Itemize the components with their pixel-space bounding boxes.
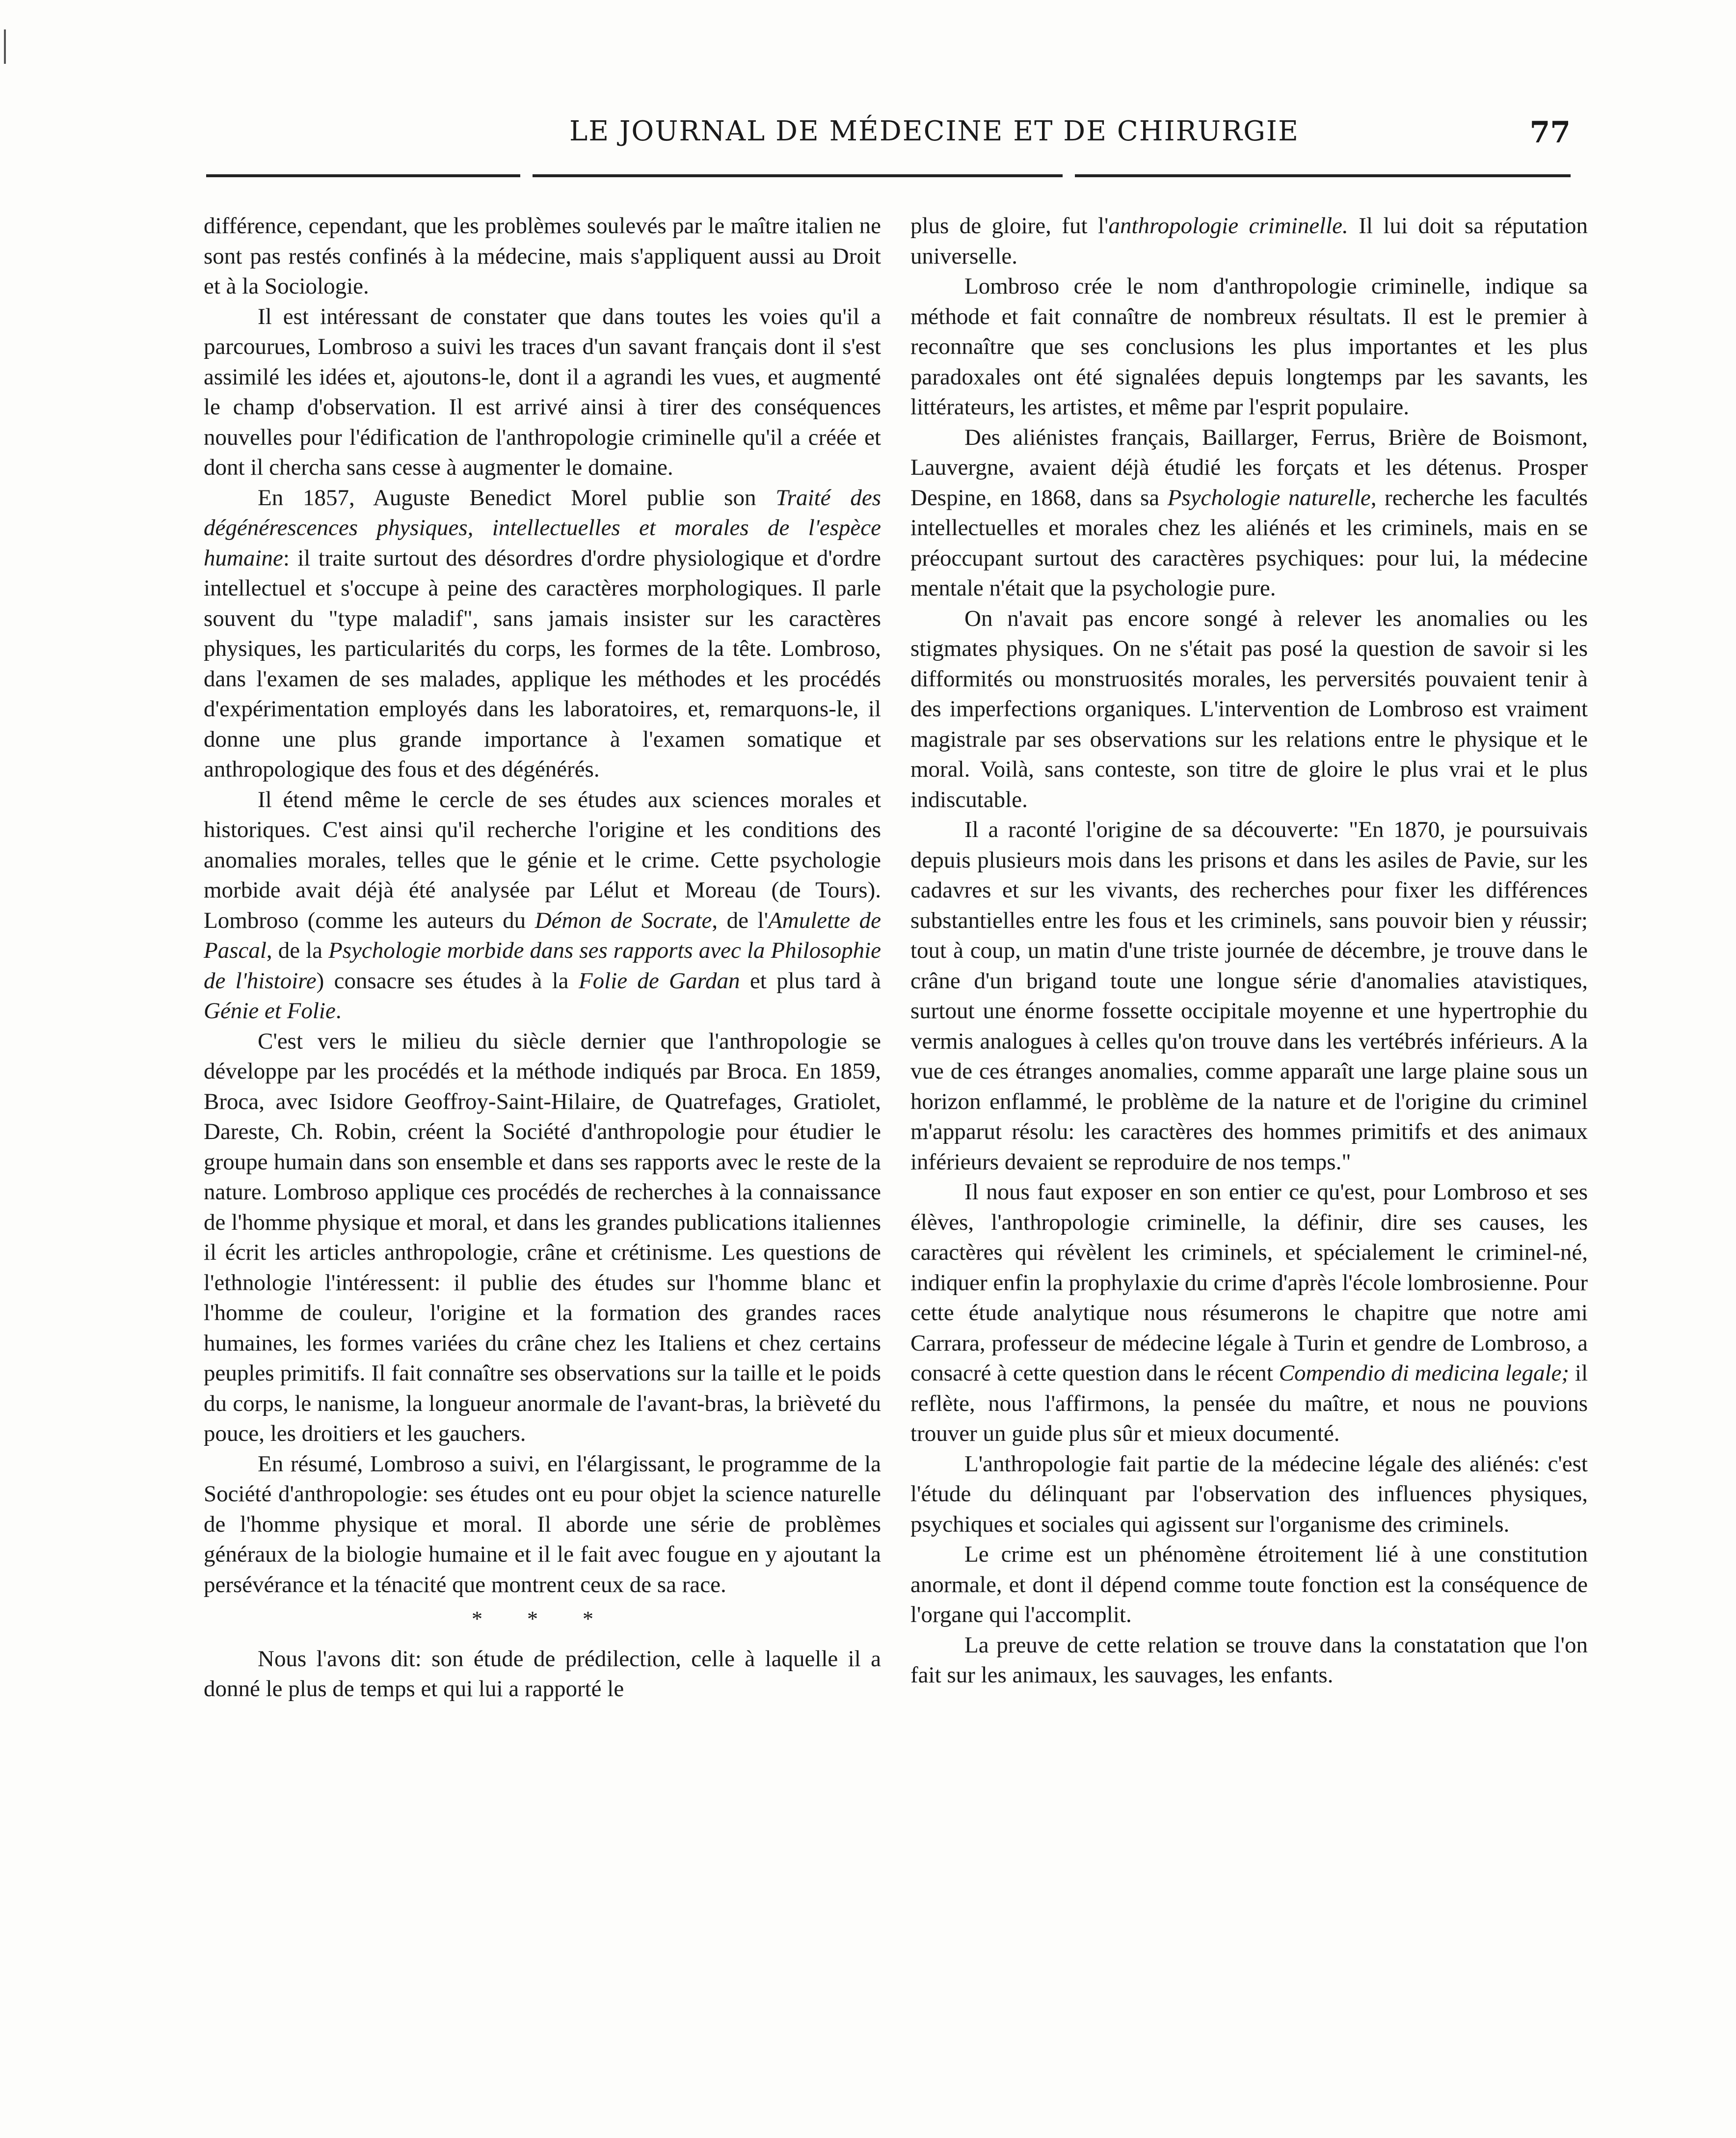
margin-mark bbox=[4, 29, 6, 64]
book-title: Folie de Gardan bbox=[578, 968, 740, 994]
header-rule-right bbox=[1075, 174, 1571, 177]
paragraph: La preuve de cette relation se trouve dans la constatation que l'on fait sur les animaux, les sauvages, les enfants. bbox=[910, 1632, 1588, 1688]
book-title: Compendio di medicina legale; bbox=[1279, 1360, 1570, 1386]
book-title: Amulette de Pascal bbox=[204, 907, 881, 963]
paragraph: Le crime est un phénomène étroitement lié à une constitution anormale, et dont il dépend comme toute fonction est la conséquence de l'organe qui l'accomplit. bbox=[910, 1542, 1588, 1627]
term: anthropologie criminelle. bbox=[1108, 213, 1348, 239]
book-title: Génie et Folie bbox=[204, 998, 336, 1024]
book-title: Démon de Socrate bbox=[534, 907, 712, 933]
header-rule-center bbox=[533, 174, 1063, 177]
paragraph: Nous l'avons dit: son étude de prédilection, celle à laquelle il a donné le plus de temps et qui lui a rapporté le bbox=[204, 1646, 881, 1702]
paragraph: plus de gloire, fut l'anthropologie criminelle. Il lui doit sa réputation universelle. bbox=[910, 213, 1588, 269]
paragraph: Lombroso crée le nom d'anthropologie criminelle, indique sa méthode et fait connaître de nombreux résultats. Il est le premier à reconnaître que ses conclusions les plus importantes et les plus paradoxales ont été signalées depuis longtemps par les savants, les littérateurs, les artistes, et même par l'esprit populaire. bbox=[910, 273, 1588, 420]
left-column bbox=[204, 211, 881, 1705]
paragraph: Il nous faut exposer en son entier ce qu'est, pour Lombroso et ses élèves, l'anthropologie criminelle, la définir, dire ses causes, les caractères qui révèlent les criminels, et spécialement le criminel-né, indiquer enfin la prophylaxie du crime d'après l'école lombrosienne. Pour cette étude analytique nous résumerons le chapitre que notre ami Carrara, professeur de médecine légale à Turin et gendre de Lombroso, a consacré à cette question dans le récent Compendio di medicina legale; il reflète, nous l'affirmons, la pensée du maître, et nous ne pouvions trouver un guide plus sûr et mieux documenté. bbox=[910, 1179, 1588, 1446]
section-separator: * * * bbox=[472, 1607, 613, 1631]
paragraph: Des aliénistes français, Baillarger, Ferrus, Brière de Boismont, Lauvergne, avaient déjà étudié les forçats et les détenus. Prosper Despine, en 1868, dans sa Psychologie naturelle, recherche les facultés intellectuelles et morales chez les aliénés et les criminels, mais en se préoccupant surtout des caractères psychiques: pour lui, la médecine mentale n'était que la psychologie pure. bbox=[910, 424, 1588, 601]
paragraph: C'est vers le milieu du siècle dernier que l'anthropologie se développe par les procédés et la méthode indiqués par Broca. En 1859, Broca, avec Isidore Geoffroy-Saint-Hilaire, de Quatrefages, Gratiolet, Dareste, Ch. Robin, créent la Société d'anthropologie pour étudier le groupe humain dans son ensemble et dans ses rapports avec le reste de la nature. Lombroso applique ces procédés de recherches à la connaissance de l'homme physique et moral, et dans les grandes publications italiennes il écrit les articles anthropologie, crâne et crétinisme. Les questions de l'ethnologie l'intéressent: il publie des études sur l'homme blanc et l'homme de couleur, l'origine et la formation des grandes races humaines, les formes variées du crâne chez les Italiens et chez certains peuples primitifs. Il fait connaître ses observations sur la taille et le poids du corps, le nanisme, la longueur anormale de l'avant-bras, la brièveté du pouce, les droitiers et les gauchers. bbox=[204, 1028, 881, 1446]
book-title: Traité des dégénérescences physiques, intellectuelles et morales de l'espèce humaine bbox=[204, 485, 881, 571]
paragraph: différence, cependant, que les problèmes soulevés par le maître italien ne sont pas restés confinés à la médecine, mais s'appliquent aussi au Droit et à la Sociologie. bbox=[204, 213, 881, 299]
paragraph: En 1857, Auguste Benedict Morel publie son Traité des dégénérescences physiques, intellectuelles et morales de l'espèce humaine: il traite surtout des désordres d'ordre physiologique et d'ordre intellectuel et s'occupe à peine des caractères morphologiques. Il parle souvent du "type maladif", sans jamais insister sur les caractères physiques, les particularités du corps, les formes de la tête. Lombroso, dans l'examen de ses malades, applique les méthodes et les procédés d'expérimentation employés dans les laboratoires, et, remarquons-le, il donne une plus grande importance à l'examen somatique et anthropologique des fous et des dégénérés. bbox=[204, 485, 881, 782]
page-number: 77 bbox=[1529, 115, 1571, 150]
paragraph: L'anthropologie fait partie de la médecine légale des aliénés: c'est l'étude du délinquant par l'observation des influences physiques, psychiques et sociales qui agissent sur l'organisme des criminels. bbox=[910, 1451, 1588, 1537]
paragraph: On n'avait pas encore songé à relever les anomalies ou les stigmates physiques. On ne s'était pas posé la question de savoir si les difformités ou monstruosités morales, les perversités pouvaient tenir à des imperfections organiques. L'intervention de Lombroso est vraiment magistrale par ses observations sur les relations entre le physique et le moral. Voilà, sans conteste, son titre de gloire le plus vrai et le plus indiscutable. bbox=[910, 605, 1588, 812]
page-header bbox=[206, 115, 1571, 160]
paragraph: Il est intéressant de constater que dans toutes les voies qu'il a parcourues, Lombroso a suivi les traces d'un savant français dont il s'est assimilé les idées et, ajoutons-le, dont il a agrandi les vues, et augmenté le champ d'observation. Il est arrivé ainsi à tirer des conséquences nouvelles pour l'édification de l'anthropologie criminelle qu'il a créée et dont il chercha sans cesse à augmenter le domaine. bbox=[204, 303, 881, 480]
paragraph: Il a raconté l'origine de sa découverte: "En 1870, je poursuivais depuis plusieurs mois dans les prisons et dans les asiles de Pavie, sur les cadavres et sur les vivants, des recherches pour fixer les différences substantielles entre les fous et les criminels, sans pouvoir bien y réussir; tout à coup, un matin d'une triste journée de décembre, je trouve dans le crâne d'un brigand toute une longue série d'anomalies atavistiques, surtout une énorme fossette occipitale moyenne et une hypertrophie du vermis analogues à celles qu'on trouve dans les vertébrés inférieurs. A la vue de ces étranges anomalies, comme apparaît une large plaine sous un horizon enflammé, le problème de la nature et de l'origine du criminel m'apparut résolu: les caractères des hommes primitifs et des animaux inférieurs devaient se reproduire de nos temps." bbox=[910, 817, 1588, 1175]
journal-title: LE JOURNAL DE MÉDECINE ET DE CHIRURGIE bbox=[569, 115, 1299, 147]
book-title: Psychologie morbide dans ses rapports avec la Philosophie de l'histoire bbox=[204, 938, 881, 994]
right-column bbox=[910, 211, 1588, 1691]
paragraph: Il étend même le cercle de ses études aux sciences morales et historiques. C'est ainsi qu'il recherche l'origine et les conditions des anomalies morales, telles que le génie et le crime. Cette psychologie morbide avait déjà été analysée par Lélut et Moreau (de Tours). Lombroso (comme les auteurs du Démon de Socrate, de l'Amulette de Pascal, de la Psychologie morbide dans ses rapports avec la Philosophie de l'histoire) consacre ses études à la Folie de Gardan et plus tard à Génie et Folie. bbox=[204, 786, 881, 1024]
book-title: Psychologie naturelle bbox=[1167, 485, 1371, 511]
header-rule-left bbox=[206, 174, 520, 177]
paragraph: En résumé, Lombroso a suivi, en l'élargissant, le programme de la Société d'anthropologie: ses études ont eu pour objet la science naturelle de l'homme physique et moral. Il aborde une série de problèmes généraux de la biologie humaine et il le fait avec fougue en y ajoutant la persévérance et la ténacité que montrent ceux de sa race. bbox=[204, 1451, 881, 1597]
